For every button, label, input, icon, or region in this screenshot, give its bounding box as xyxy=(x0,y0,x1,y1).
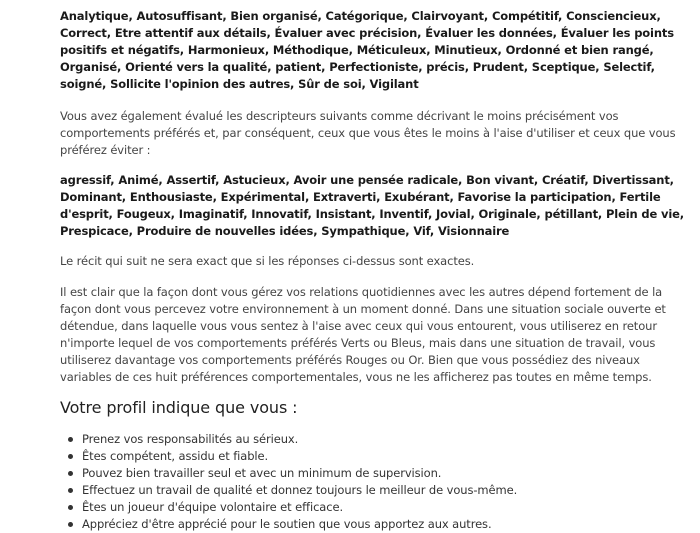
most-accurate-descriptors: Analytique, Autosuffisant, Bien organisé, Catégorique, Clairvoyant, Compétitif, Consciencieux, Correct, Etre attentif aux détails, Évaluer avec précision, Évaluer les données, Évaluer les points positifs et négatifs, Harmonieux, Méthodique, Méticuleux, Minutieux, Ordonné et bien rangé, Organisé, Orienté vers la qualité, patient, Perfectioniste, précis, Prudent, Sceptique, Selectif, soigné, Sollicite l'opinion des autres, Sûr de soi, Vigilant xyxy=(60,9,674,91)
profile-item-text: Êtes un joueur d'équipe volontaire et efficace. xyxy=(82,500,343,514)
profile-list-item xyxy=(68,516,700,533)
profile-list-item xyxy=(68,448,700,465)
profile-list-item xyxy=(68,499,700,516)
context-paragraph: Il est clair que la façon dont vous gérez vos relations quotidiennes avec les autres dépend fortement de la façon dont vous percevez votre environnement à un moment donné. Dans une situation sociale ouverte et détendue, dans laquelle vous vous sentez à l'aise avec ceux qui vous entourent, vous utiliserez en retour n'importe lequel de vos comportements préférés Verts ou Bleus, mais dans une situation de travail, vous utiliserez davantage vos comportements préférés Rouges ou Or. Bien que vous possédiez des niveaux variables de ces huit préférences comportementales, vous ne les afficherez pas toutes en même temps. xyxy=(60,285,666,384)
least-accurate-intro: Vous avez également évalué les descripteurs suivants comme décrivant le moins précisément vos comportements préférés et, par conséquent, ceux que vous êtes le moins à l'aise d'utiliser et ceux que vous préférez éviter : xyxy=(60,109,676,157)
least-accurate-descriptors: agressif, Animé, Assertif, Astucieux, Avoir une pensée radicale, Bon vivant, Créatif, Divertissant, Dominant, Enthousiaste, Expérimental, Extraverti, Exubérant, Favorise la participation, Fertile d'esprit, Fougeux, Imaginatif, Innovatif, Insistant, Inventif, Jovial, Originale, pétillant, Plein de vie, Prespicace, Produire de nouvelles idées, Sympathique, Vif, Visionnaire xyxy=(60,173,685,238)
profile-item-text: Êtes compétent, assidu et fiable. xyxy=(82,449,269,463)
profile-list xyxy=(60,431,700,533)
profile-list-item xyxy=(68,482,700,499)
profile-list-item xyxy=(68,431,700,448)
bullet-icon xyxy=(68,437,73,442)
profile-item-text: Prenez vos responsabilités au sérieux. xyxy=(82,432,299,446)
profile-heading: Votre profil indique que vous : xyxy=(60,398,298,417)
bullet-icon xyxy=(68,522,73,527)
bullet-icon xyxy=(68,488,73,493)
bullet-icon xyxy=(68,505,73,510)
profile-list-item xyxy=(68,465,700,482)
accuracy-note: Le récit qui suit ne sera exact que si les réponses ci-dessus sont exactes. xyxy=(60,254,475,268)
bullet-icon xyxy=(68,471,73,476)
profile-item-text: Pouvez bien travailler seul et avec un minimum de supervision. xyxy=(82,466,442,480)
bullet-icon xyxy=(68,454,73,459)
profile-item-text: Effectuez un travail de qualité et donnez toujours le meilleur de vous-même. xyxy=(82,483,518,497)
profile-item-text: Appréciez d'être apprécié pour le soutien que vous apportez aux autres. xyxy=(82,517,492,531)
